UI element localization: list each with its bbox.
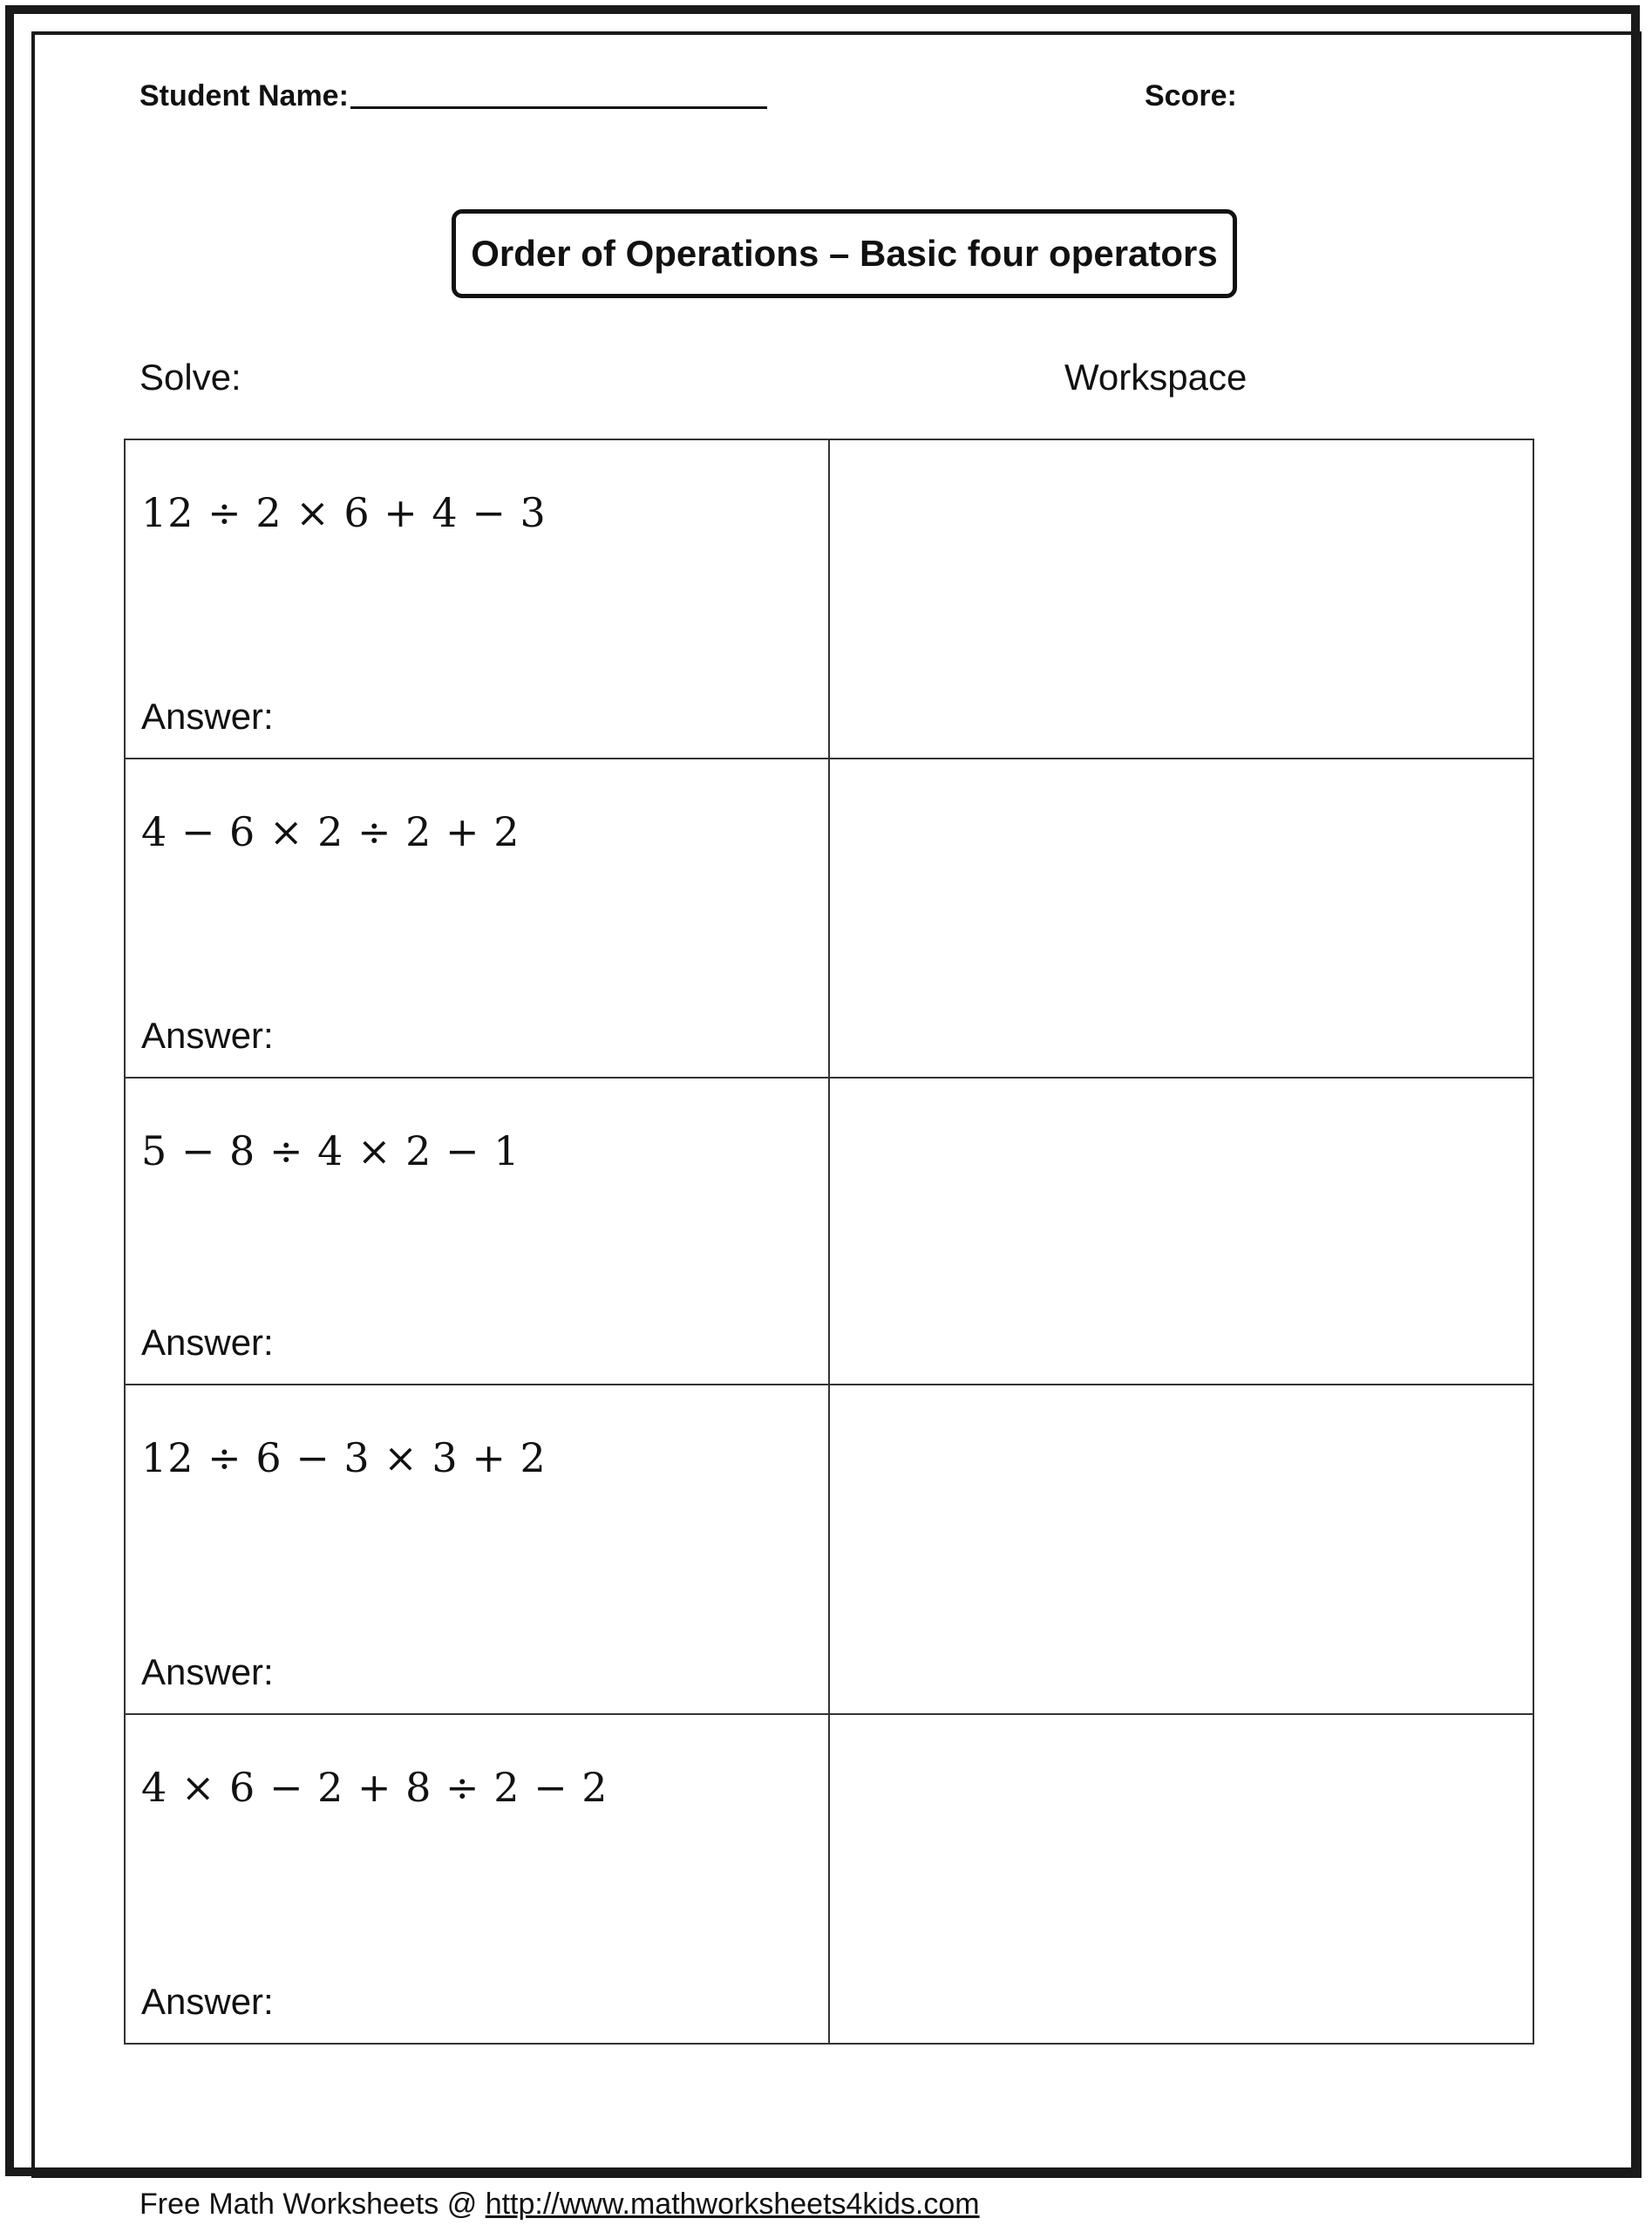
student-name-line [350,106,767,109]
answer-label: Answer: [141,1322,274,1363]
problem-cell [125,1714,829,2044]
problem-row [125,1078,1533,1385]
problem-cell [125,759,829,1078]
answer-label: Answer: [141,696,274,737]
score-label: Score: [1145,79,1237,112]
answer-label: Answer: [141,1981,274,2022]
problem-table [124,439,1534,2045]
student-name-label: Student Name: [139,79,349,112]
workspace-cell[interactable] [829,759,1533,1078]
problem-expression: 12 ÷ 6 − 3 × 3 + 2 [141,1434,547,1481]
answer-label: Answer: [141,1015,274,1056]
workspace-heading: Workspace [1064,357,1247,398]
workspace-cell[interactable] [829,1714,1533,2044]
answer-label: Answer: [141,1651,274,1692]
problem-expression: 4 × 6 − 2 + 8 ÷ 2 − 2 [141,1764,608,1811]
footer-text: Free Math Worksheets @ [139,2188,486,2221]
problem-row [125,439,1533,759]
workspace-cell[interactable] [829,1078,1533,1385]
problem-expression: 12 ÷ 2 × 6 + 4 − 3 [141,489,547,536]
footer-link[interactable]: http://www.mathworksheets4kids.com [485,2188,980,2221]
worksheet-title-box [452,209,1237,298]
solve-heading: Solve: [139,357,241,398]
footer [139,2187,980,2222]
problem-row [125,1385,1533,1714]
problem-cell [125,1078,829,1385]
problem-row [125,1714,1533,2044]
problem-expression: 5 − 8 ÷ 4 × 2 − 1 [141,1127,520,1174]
problem-cell [125,439,829,759]
problem-expression: 4 − 6 × 2 ÷ 2 + 2 [141,808,520,855]
problem-cell [125,1385,829,1714]
workspace-cell[interactable] [829,439,1533,759]
workspace-cell[interactable] [829,1385,1533,1714]
worksheet-title: Order of Operations – Basic four operators [471,233,1218,274]
problem-row [125,759,1533,1078]
